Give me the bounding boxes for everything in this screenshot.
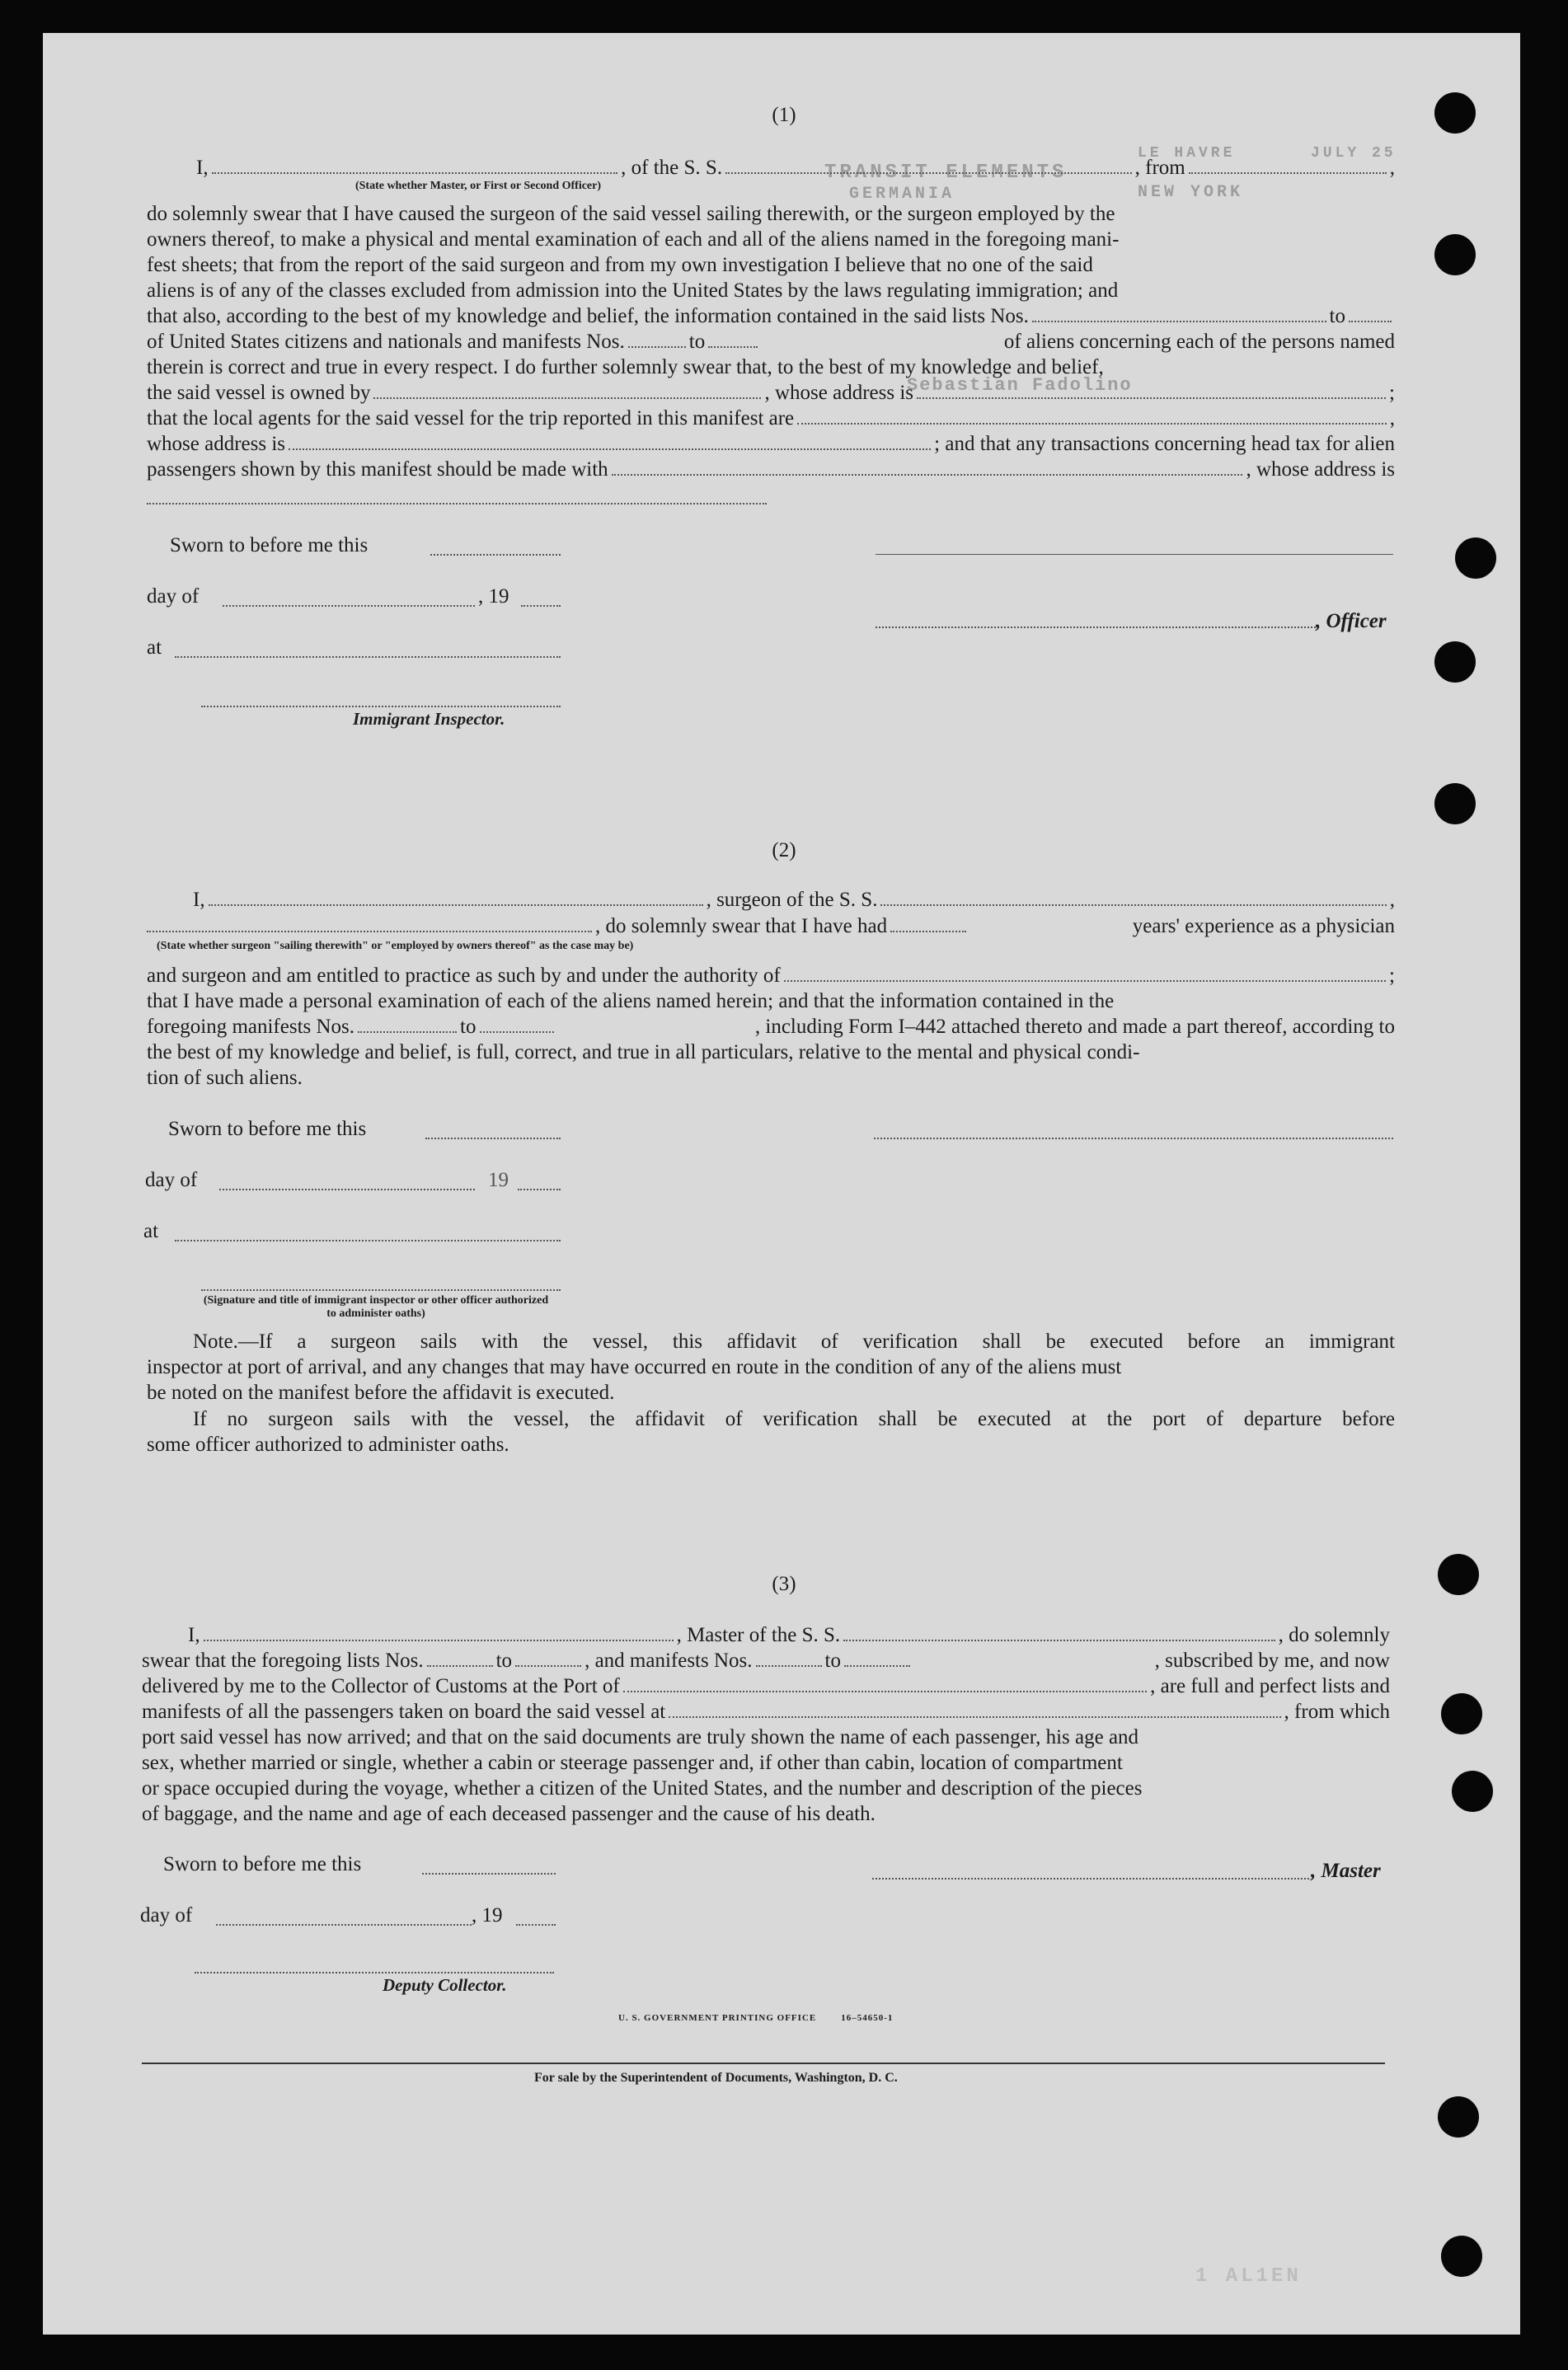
punch-hole [1441,2236,1482,2277]
section-2-line-4: that I have made a personal examination of each of the aliens named herein; and that the information contained in the [147,990,1115,1012]
departure-port-field[interactable] [1189,157,1387,174]
sworn-date-field-2[interactable] [425,1136,561,1139]
vessel-name-field[interactable] [725,157,1132,174]
at-label-2: at [143,1220,159,1242]
foregoing-manifests-to-field[interactable] [480,1016,554,1033]
section-3-line-2: swear that the foregoing lists Nos. to , and manifests Nos. to , subscribed by me, and now [142,1650,1390,1672]
section-3-line-7: or space occupied during the voyage, whether a citizen of the United States, and the number and description of the pieces [142,1777,1143,1800]
officer-label: , Officer [1316,610,1387,632]
section-1-line-3: owners thereof, to make a physical and mental examination of each and all of the aliens named in the foregoing mani- [147,228,1120,251]
faint-stamp-text: TRANSIT ELEMENTS [824,162,1068,184]
section-3-line-6: sex, whether married or single, whether a cabin or steerage passenger and, if other than cabin, location of compartment [142,1752,1123,1774]
year-field-2[interactable] [518,1187,561,1190]
surgeon-signature-field[interactable] [874,1136,1393,1139]
punch-hole [1441,1693,1482,1734]
section-1-line-7: of United States citizens and nationals and manifests Nos. to of aliens concerning each of the persons named [147,331,1395,353]
deputy-collector-signature-field[interactable] [195,1970,554,1973]
lists-to-field[interactable] [1349,306,1392,322]
note-line-1: Note.—If a surgeon sails with the vessel, this affidavit of verification shall be executed before an immigrant [193,1330,1395,1353]
note-line-5: some officer authorized to administer oaths. [147,1434,509,1456]
authorized-officer-caption: (Signature and title of immigrant inspector or other officer authorized to administer oaths) [203,1294,549,1320]
immigrant-inspector-label: Immigrant Inspector. [353,709,505,729]
punch-hole [1434,234,1476,275]
master-name-field[interactable] [204,1625,674,1641]
year-label-2: 19 [488,1169,509,1191]
punch-hole [1434,641,1476,683]
customs-port-field[interactable] [623,1676,1147,1692]
day-of-label-2: day of [145,1169,198,1191]
surgeon-vessel-field[interactable] [880,889,1386,906]
section-3-line-1: I, , Master of the S. S. , do solemnly [188,1624,1390,1646]
surgeon-name-field[interactable] [209,889,703,906]
faint-stamp-text: 1 AL1EN [1195,2265,1302,2288]
section-2-line-6: the best of my knowledge and belief, is full, correct, and true in all particulars, relative to the mental and physical condi- [147,1041,1140,1063]
section-1-number: (1) [772,104,796,126]
deputy-collector-label: Deputy Collector. [383,1975,507,1995]
section-1-line-9: the said vessel is owned by , whose address is ; [147,382,1395,404]
sworn-label-3: Sworn to before me this [163,1853,362,1875]
day-of-field-1[interactable] [223,603,475,607]
section-2-number: (2) [772,839,796,861]
head-tax-contact-field[interactable] [612,459,1243,476]
faint-stamp-text: GERMANIA [849,185,955,204]
section-3-line-3: delivered by me to the Collector of Customs at the Port of , are full and perfect lists and [142,1675,1390,1697]
punch-hole [1438,2096,1479,2138]
punch-hole [1452,1771,1493,1812]
day-of-label-1: day of [147,585,200,608]
sworn-label-2: Sworn to before me this [168,1118,367,1140]
sworn-date-field-3[interactable] [422,1871,556,1875]
section-1-line-4: fest sheets; that from the report of the said surgeon and from my own investigation I believe that no one of the said [147,254,1093,276]
years-experience-field[interactable] [890,916,966,932]
owner-address-field[interactable] [917,382,1386,399]
vessel-owner-field[interactable] [373,382,761,399]
section-1-line-11: whose address is ; and that any transactions concerning head tax for alien [147,433,1395,455]
master-vessel-field[interactable] [843,1625,1275,1641]
head-tax-address-field[interactable] [147,501,767,505]
section-3-number: (3) [772,1573,796,1595]
section-1-line-1: I, , of the S. S. , from , [196,157,1395,179]
officer-title-field[interactable] [212,157,618,174]
master-manifests-to-field[interactable] [844,1650,910,1667]
section-1-line-10: that the local agents for the said vessel for the trip reported in this manifest are , [147,407,1395,429]
inspector-signature-field[interactable] [201,704,561,707]
sworn-date-field-1[interactable] [430,552,561,556]
officer-title-caption: (State whether Master, or First or Second Officer) [354,180,602,192]
note-line-3: be noted on the manifest before the affidavit is executed. [147,1382,615,1404]
printing-office-imprint: U. S. GOVERNMENT PRINTING OFFICE 16–54650-1 [618,2013,894,2023]
practice-authority-field[interactable] [784,965,1386,982]
surgeon-status-field[interactable] [147,916,592,932]
section-1-line-8: therein is correct and true in every respect. I do further solemnly swear that, to the best of my knowledge and belief, [147,356,1104,378]
sworn-label-1: Sworn to before me this [170,534,369,556]
section-2-line-5: foregoing manifests Nos. to , including Form I–442 attached thereto and made a part thereof, according to [147,1016,1395,1038]
section-3-line-5: port said vessel has now arrived; and that on the said documents are truly shown the name of each passenger, his age and [142,1726,1139,1748]
master-lists-from-field[interactable] [427,1650,493,1667]
embarkation-port-field[interactable] [669,1701,1280,1718]
at-field-1[interactable] [175,655,561,658]
section-2-line-3: and surgeon and am entitled to practice as such by and under the authority of ; [147,964,1395,987]
manifests-from-field[interactable] [628,331,686,348]
section-3-line-4: manifests of all the passengers taken on board the said vessel at , from which [142,1701,1390,1723]
foregoing-manifests-from-field[interactable] [358,1016,457,1033]
section-3-line-8: of baggage, and the name and age of each deceased passenger and the cause of his death. [142,1803,876,1825]
master-label: , Master [1311,1860,1381,1882]
year-field-1[interactable] [521,603,561,607]
year-label-3: , 19 [472,1904,503,1927]
master-manifests-from-field[interactable] [756,1650,822,1667]
agents-address-field[interactable] [289,434,931,450]
manifests-to-field[interactable] [708,331,758,348]
section-1-line-6: that also, according to the best of my knowledge and belief, the information contained in the said lists Nos. to [147,305,1395,331]
officer-signature-field[interactable] [876,625,1316,628]
note-line-2: inspector at port of arrival, and any changes that may have occurred en route in the condition of any of the aliens must [147,1356,1122,1378]
faint-stamp-text: Sebastian Fadolino [907,375,1133,396]
section-1-line-5: aliens is of any of the classes excluded from admission into the United States by the laws regulating immigration; and [147,279,1119,302]
surgeon-status-caption: (State whether surgeon "sailing therewith" or "employed by owners thereof" as the case may be) [157,940,634,952]
faint-stamp-text: LE HAVRE [1138,145,1236,162]
lists-from-field[interactable] [1032,306,1326,322]
section-2-line-2: , do solemnly swear that I have had years' experience as a physician [147,915,1395,941]
at-field-2[interactable] [175,1238,561,1241]
section-1-line-2: do solemnly swear that I have caused the surgeon of the said vessel sailing therewith, or the surgeon employed by the [147,203,1115,225]
day-of-field-2[interactable] [219,1187,475,1190]
master-lists-to-field[interactable] [515,1650,581,1667]
day-of-label-3: day of [140,1904,193,1927]
section-2-line-1: I, , surgeon of the S. S. , [193,889,1395,911]
year-label-1: , 19 [478,585,509,608]
master-signature-field[interactable] [872,1876,1309,1880]
punch-hole [1455,537,1496,579]
footer-rule [142,2063,1385,2064]
authorized-officer-signature-field[interactable] [201,1288,561,1291]
local-agents-field[interactable] [797,408,1387,425]
section-1-line-12: passengers shown by this manifest should be made with , whose address is [147,458,1395,481]
faint-stamp-text: JULY 25 [1311,145,1397,162]
signature-line-1[interactable] [876,552,1393,555]
sale-notice: For sale by the Superintendent of Documents, Washington, D. C. [534,2071,898,2085]
section-2-line-7: tion of such aliens. [147,1067,303,1089]
day-of-field-3[interactable] [216,1922,472,1926]
faint-stamp-text: NEW YORK [1138,183,1244,202]
note-line-4: If no surgeon sails with the vessel, the affidavit of verification shall be executed at the port of departure before [193,1408,1395,1430]
year-field-3[interactable] [516,1922,556,1926]
at-label-1: at [147,636,162,659]
punch-hole [1434,783,1476,824]
